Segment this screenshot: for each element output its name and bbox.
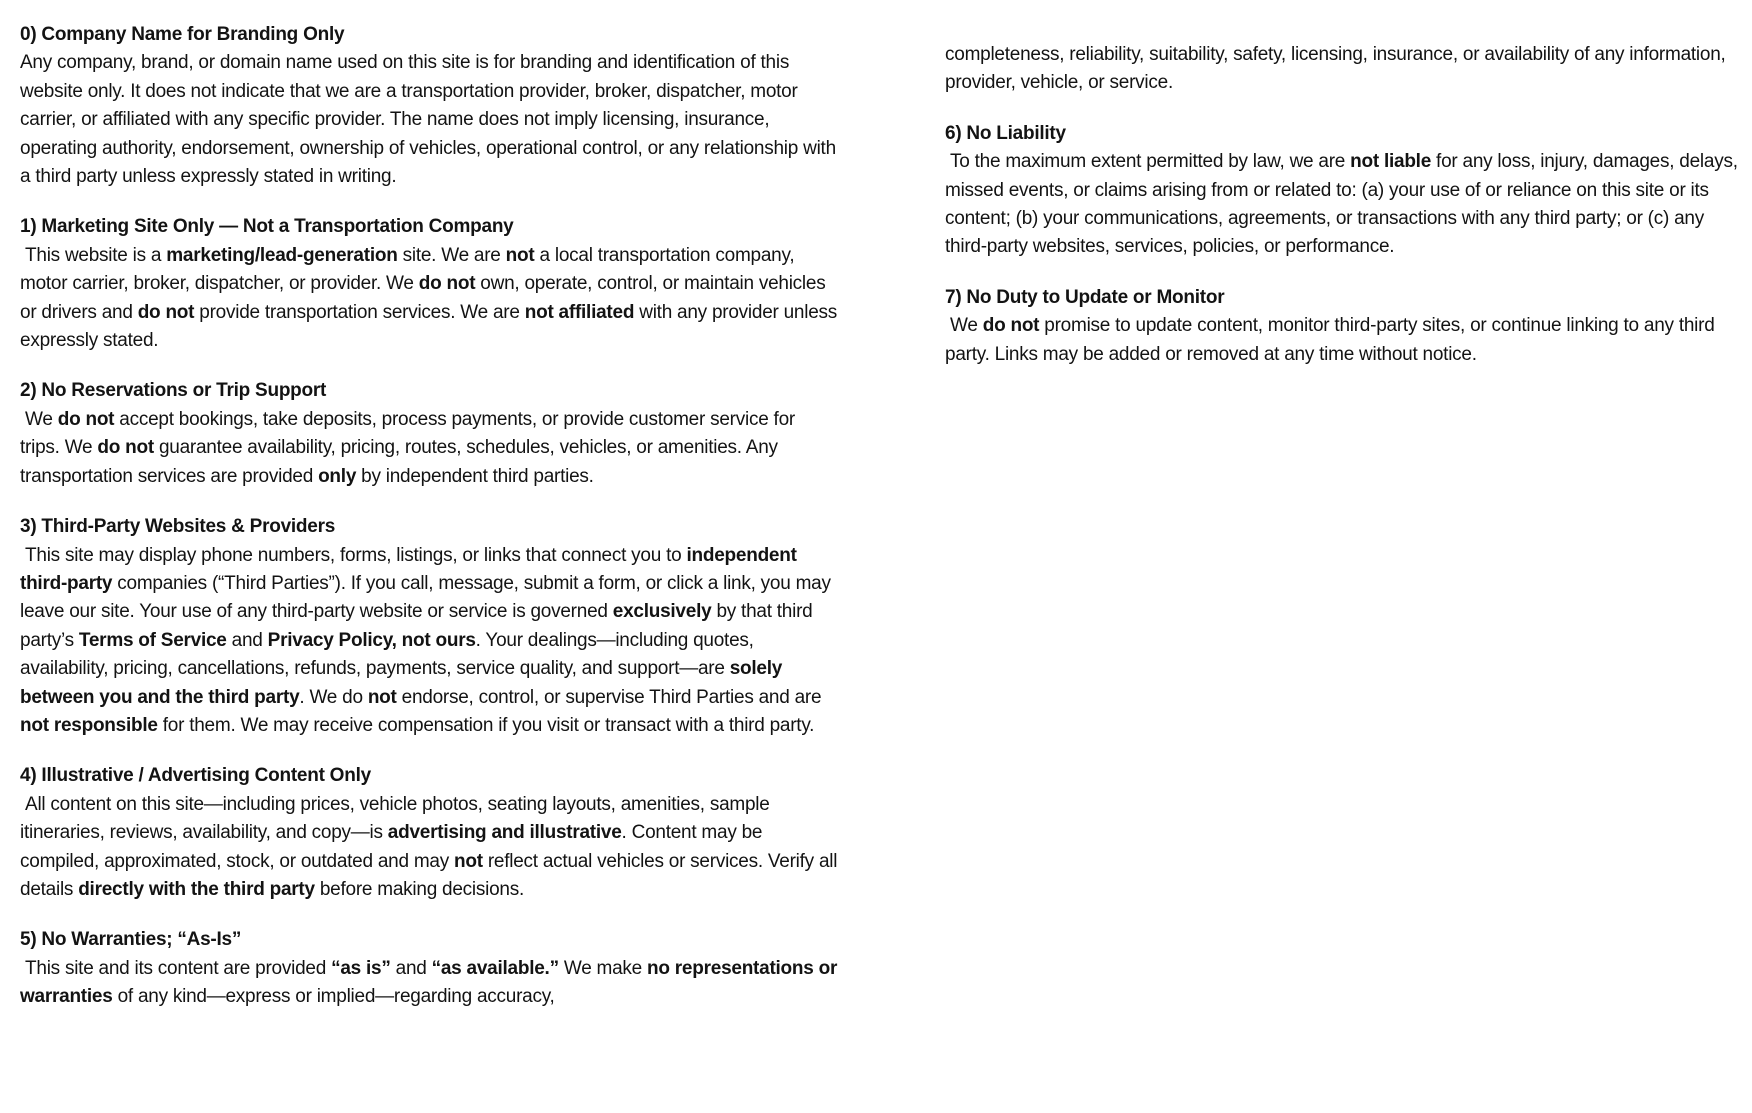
- section-heading: 0) Company Name for Branding Only: [20, 24, 345, 45]
- text-segment: Any company, brand, or domain name used on this site is for branding and identification of this website only. It does not indicate that we are a transportation provider, broker, dispatcher, motor carrier, or affiliated with any specific provider. The name does not imply licensing, insurance, operating authority, endorsement, ownership of vehicles, operational control, or any relationship with a third party unless expressly stated in writing.: [20, 52, 841, 188]
- text-segment: with any provider unless expressly stated.: [20, 301, 843, 352]
- text-segment: . We do: [299, 686, 368, 708]
- bold-text-segment: solely between you and the third party: [20, 658, 788, 708]
- bold-text-segment: directly with the third party: [78, 878, 315, 900]
- disclaimer-section: [945, 284, 1745, 369]
- disclaimer-section: [20, 513, 838, 740]
- disclaimer-section: [20, 377, 838, 491]
- text-segment: completeness, reliability, suitability, safety, licensing, insurance, or availability of any information, provider, vehicle, or service.: [945, 44, 1731, 94]
- section-heading: 4) Illustrative / Advertising Content Only: [20, 765, 371, 787]
- bold-text-segment: marketing/lead-generation: [166, 244, 398, 266]
- disclaimer-section: [945, 120, 1745, 262]
- right-column: [945, 41, 1745, 369]
- text-segment: To the maximum extent permitted by law, we are: [945, 151, 1351, 173]
- bold-text-segment: do not: [57, 408, 115, 430]
- section-body: [20, 791, 843, 905]
- text-segment: We: [20, 408, 58, 430]
- bold-text-segment: not liable: [1350, 151, 1432, 173]
- bold-text-segment: not: [367, 686, 397, 708]
- section-body: [945, 41, 1745, 98]
- section-heading: 6) No Liability: [945, 122, 1066, 144]
- disclaimer-section: [20, 213, 843, 355]
- disclaimer-section: [20, 762, 843, 904]
- section-body: [945, 148, 1745, 262]
- bold-text-segment: no representations or warranties: [20, 957, 843, 1008]
- text-segment: guarantee availability, pricing, routes, schedules, vehicles, or amenities. Any transportation services are provided: [20, 437, 783, 487]
- bold-text-segment: do not: [418, 273, 476, 295]
- section-body: [20, 955, 843, 1012]
- text-segment: This website is a: [20, 244, 167, 266]
- text-segment: reflect actual vehicles or services. Verify all details: [20, 850, 843, 900]
- text-segment: We: [945, 315, 983, 337]
- bold-text-segment: Terms of Service: [78, 629, 227, 651]
- text-segment: All content on this site—including prices, vehicle photos, seating layouts, amenities, sample itineraries, reviews, availability, and copy—is: [20, 793, 775, 844]
- bold-text-segment: exclusively: [612, 601, 712, 623]
- bold-text-segment: only: [318, 465, 357, 487]
- text-segment: promise to update content, monitor third-party sites, or continue linking to any third party. Links may be added or removed at any time without notice.: [945, 315, 1720, 365]
- text-segment: by independent third parties.: [356, 465, 594, 487]
- bold-text-segment: do not: [97, 437, 154, 459]
- section-heading: 3) Third-Party Websites & Providers: [20, 516, 336, 538]
- bold-text-segment: not responsible: [20, 714, 158, 736]
- text-segment: . Content may be compiled, approximated, stock, or outdated and may: [20, 822, 768, 872]
- text-segment: of any kind—express or implied—regarding accuracy,: [112, 986, 555, 1008]
- text-segment: own, operate, control, or maintain vehicles or drivers and: [20, 273, 831, 323]
- bold-text-segment: Privacy Policy, not ours: [267, 629, 476, 651]
- bold-text-segment: “as is”: [331, 957, 391, 979]
- text-segment: accept bookings, take deposits, process payments, or provide customer service for trips. We: [20, 408, 800, 459]
- disclaimer-section: [945, 41, 1745, 98]
- text-segment: a local transportation company, motor carrier, broker, dispatcher, or provider. We: [20, 244, 800, 295]
- text-segment: for them. We may receive compensation if you visit or transact with a third party.: [157, 714, 815, 736]
- text-segment: This site and its content are provided: [20, 957, 332, 979]
- section-heading: 1) Marketing Site Only — Not a Transportation Company: [20, 216, 514, 238]
- text-segment: This site may display phone numbers, forms, listings, or links that connect you to: [20, 544, 687, 566]
- section-body: [20, 49, 841, 191]
- text-segment: . Your dealings—including quotes, availability, pricing, cancellations, refunds, payments, service quality, and support—are: [20, 629, 759, 680]
- left-column: [20, 21, 843, 1012]
- text-segment: and: [226, 629, 268, 651]
- section-body: [20, 406, 838, 491]
- text-segment: for any loss, injury, damages, delays, missed events, or claims arising from or related to: (a) your use of or reliance on this site or its content; (b) your communications, agreements, or transactions with any third party; or (c) any third-party websites, services, policies, or performance.: [945, 151, 1743, 258]
- bold-text-segment: advertising and illustrative: [387, 822, 622, 844]
- section-body: [945, 312, 1745, 369]
- disclaimer-section: [20, 926, 843, 1011]
- section-heading: 5) No Warranties; “As-Is”: [20, 929, 242, 951]
- section-body: [20, 542, 838, 741]
- bold-text-segment: not: [454, 850, 483, 872]
- text-segment: endorse, control, or supervise Third Parties and are: [396, 686, 827, 708]
- bold-text-segment: not affiliated: [524, 301, 635, 323]
- bold-text-segment: not: [505, 244, 535, 266]
- bold-text-segment: “as available.”: [431, 957, 559, 979]
- bold-text-segment: independent third-party: [20, 544, 802, 594]
- section-body: [20, 242, 843, 356]
- text-segment: before making decisions.: [314, 878, 525, 900]
- section-heading: 7) No Duty to Update or Monitor: [945, 286, 1225, 308]
- bold-text-segment: do not: [982, 315, 1040, 337]
- text-segment: by that third party’s: [20, 601, 818, 651]
- bold-text-segment: do not: [137, 301, 195, 323]
- text-segment: site. We are: [397, 244, 506, 266]
- text-segment: and: [390, 957, 432, 979]
- text-segment: We make: [558, 957, 648, 979]
- text-segment: companies (“Third Parties”). If you call, message, submit a form, or click a link, you may leave our site. Your use of any third-party website or service is governed: [20, 572, 836, 623]
- section-heading: 2) No Reservations or Trip Support: [20, 380, 327, 402]
- text-segment: provide transportation services. We are: [194, 301, 525, 323]
- disclaimer-section: [20, 21, 841, 191]
